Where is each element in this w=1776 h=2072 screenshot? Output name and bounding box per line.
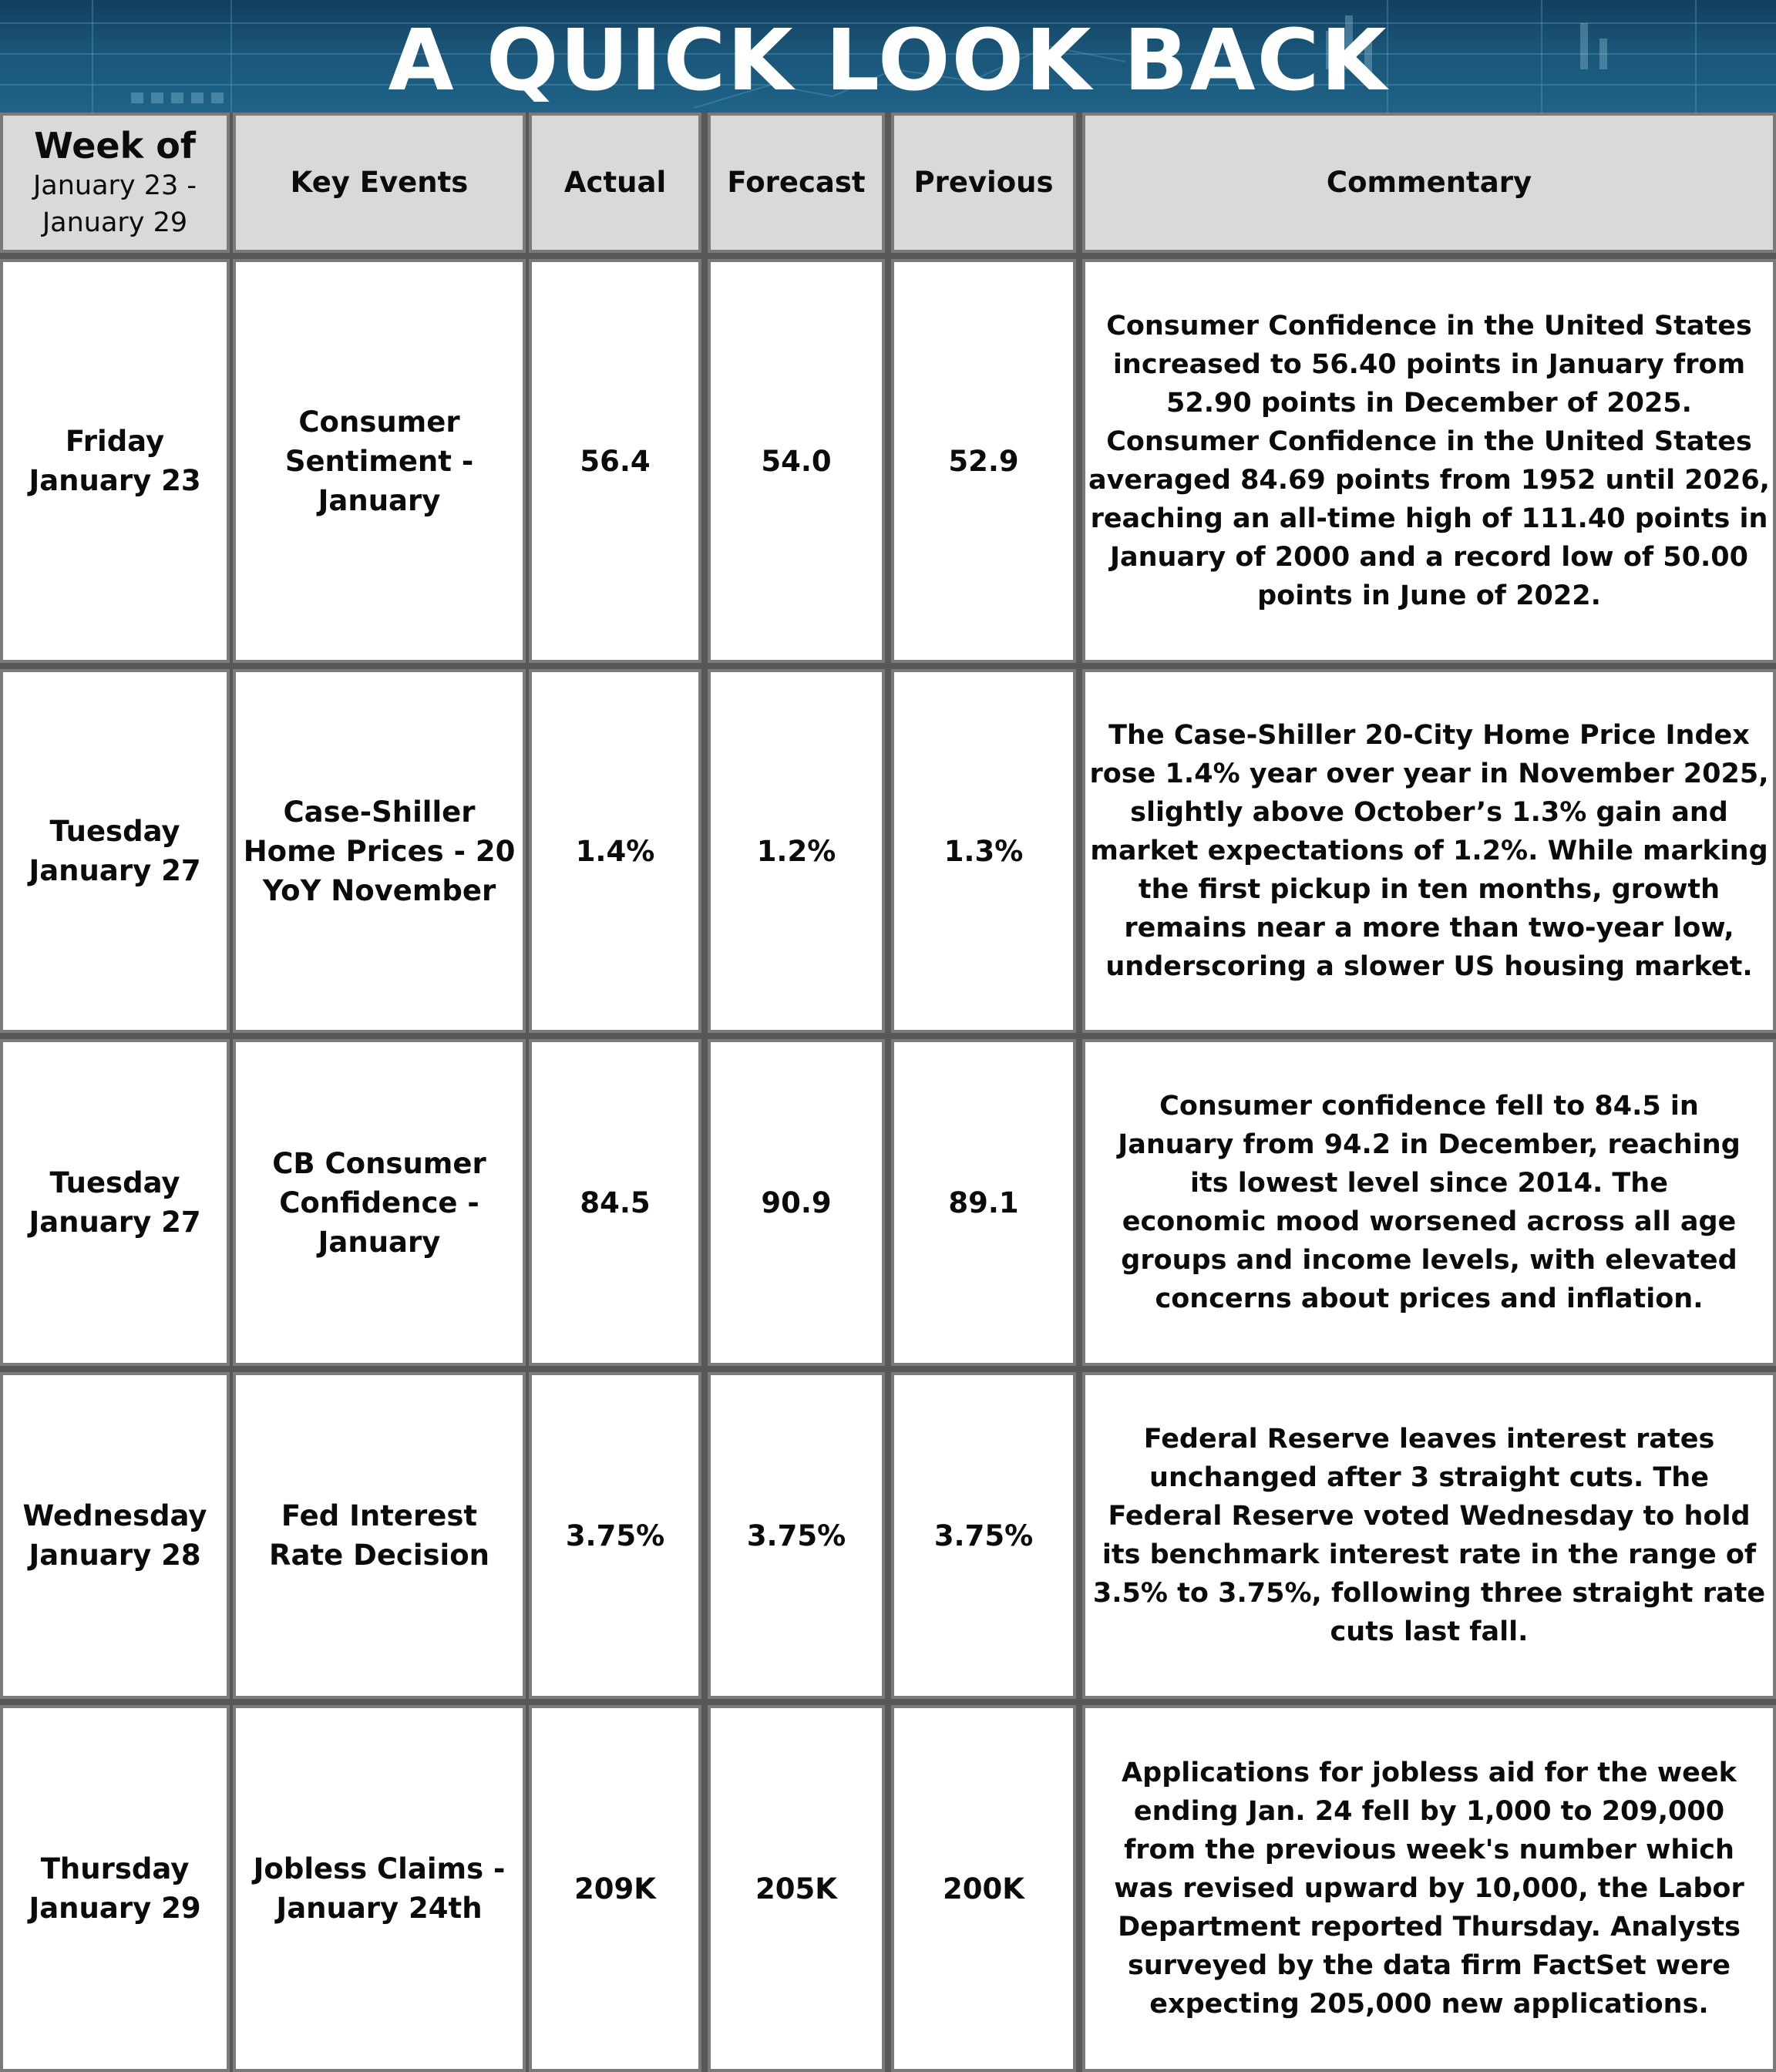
row-day: Tuesday (49, 1166, 180, 1199)
page-title: A QUICK LOOK BACK (388, 11, 1388, 109)
row-previous: 200K (891, 1705, 1076, 2072)
row-actual: 1.4% (529, 669, 701, 1033)
row-commentary: Federal Reserve leaves interest rates unchanged after 3 straight cuts. The Federal Reserve voted Wednesday to hold its benchmark interest rate in the range of 3.5% to 3.75%, following three straight rate cuts last fall. (1082, 1372, 1776, 1699)
row-day: Friday (65, 425, 165, 458)
row-previous: 1.3% (891, 669, 1076, 1033)
header-actual: Actual (529, 113, 701, 253)
row-day: Wednesday (22, 1499, 207, 1532)
week-range-end: January 29 (42, 207, 188, 238)
row-commentary: The Case-Shiller 20-City Home Price Index rose 1.4% year over year in November 2025, slightly above October’s 1.3% gain and market expectations of 1.2%. While marking the first pickup in ten months, growth remains near a more than two-year low, underscoring a slower US housing market. (1082, 669, 1776, 1033)
table-row-date-cell (0, 259, 230, 663)
row-previous: 3.75% (891, 1372, 1076, 1699)
row-commentary: Applications for jobless aid for the week ending Jan. 24 fell by 1,000 to 209,000 from the previous week's number which was revised upward by 10,000, the Labor Department reported Thursday. Analysts surveyed by the data firm FactSet were expecting 205,000 new applications. (1082, 1705, 1776, 2072)
row-actual: 209K (529, 1705, 701, 2072)
row-key-event: Jobless Claims - January 24th (233, 1705, 526, 2072)
row-forecast: 205K (708, 1705, 885, 2072)
table-row-date-cell (0, 1039, 230, 1366)
row-day: Tuesday (49, 815, 180, 848)
row-previous: 52.9 (891, 259, 1076, 663)
row-actual: 3.75% (529, 1372, 701, 1699)
row-key-event: Fed Interest Rate Decision (233, 1372, 526, 1699)
row-day: Thursday (40, 1852, 190, 1885)
header-previous: Previous (891, 113, 1076, 253)
table-row-date-cell (0, 1372, 230, 1699)
row-date: January 27 (29, 854, 201, 887)
row-commentary: Consumer confidence fell to 84.5 in January from 94.2 in December, reaching its lowest level since 2014. The economic mood worsened across all age groups and income levels, with elevated concerns about prices and inflation. (1082, 1039, 1776, 1366)
header-forecast: Forecast (708, 113, 885, 253)
table-row-date-cell (0, 669, 230, 1033)
row-commentary: Consumer Confidence in the United States increased to 56.40 points in January from 52.90 points in December of 2025. Consumer Confidence in the United States averaged 84.69 points from 1952 until 2026, reaching an all-time high of 111.40 points in January of 2000 and a record low of 50.00 points in June of 2022. (1082, 259, 1776, 663)
row-actual: 84.5 (529, 1039, 701, 1366)
row-forecast: 54.0 (708, 259, 885, 663)
row-date: January 29 (29, 1892, 201, 1925)
row-date: January 28 (29, 1539, 201, 1572)
row-forecast: 90.9 (708, 1039, 885, 1366)
header-key-events: Key Events (233, 113, 526, 253)
week-of-label: Week of (34, 125, 196, 166)
row-key-event: CB Consumer Confidence - January (233, 1039, 526, 1366)
row-actual: 56.4 (529, 259, 701, 663)
row-key-event: Consumer Sentiment - January (233, 259, 526, 663)
row-key-event: Case-Shiller Home Prices - 20 YoY November (233, 669, 526, 1033)
row-date: January 23 (29, 464, 201, 497)
header-week-of (0, 113, 230, 253)
week-range-start: January 23 - (32, 170, 197, 201)
title-banner (0, 0, 1776, 113)
row-previous: 89.1 (891, 1039, 1076, 1366)
table-row-date-cell (0, 1705, 230, 2072)
row-forecast: 1.2% (708, 669, 885, 1033)
row-forecast: 3.75% (708, 1372, 885, 1699)
header-commentary: Commentary (1082, 113, 1776, 253)
row-date: January 27 (29, 1206, 201, 1239)
